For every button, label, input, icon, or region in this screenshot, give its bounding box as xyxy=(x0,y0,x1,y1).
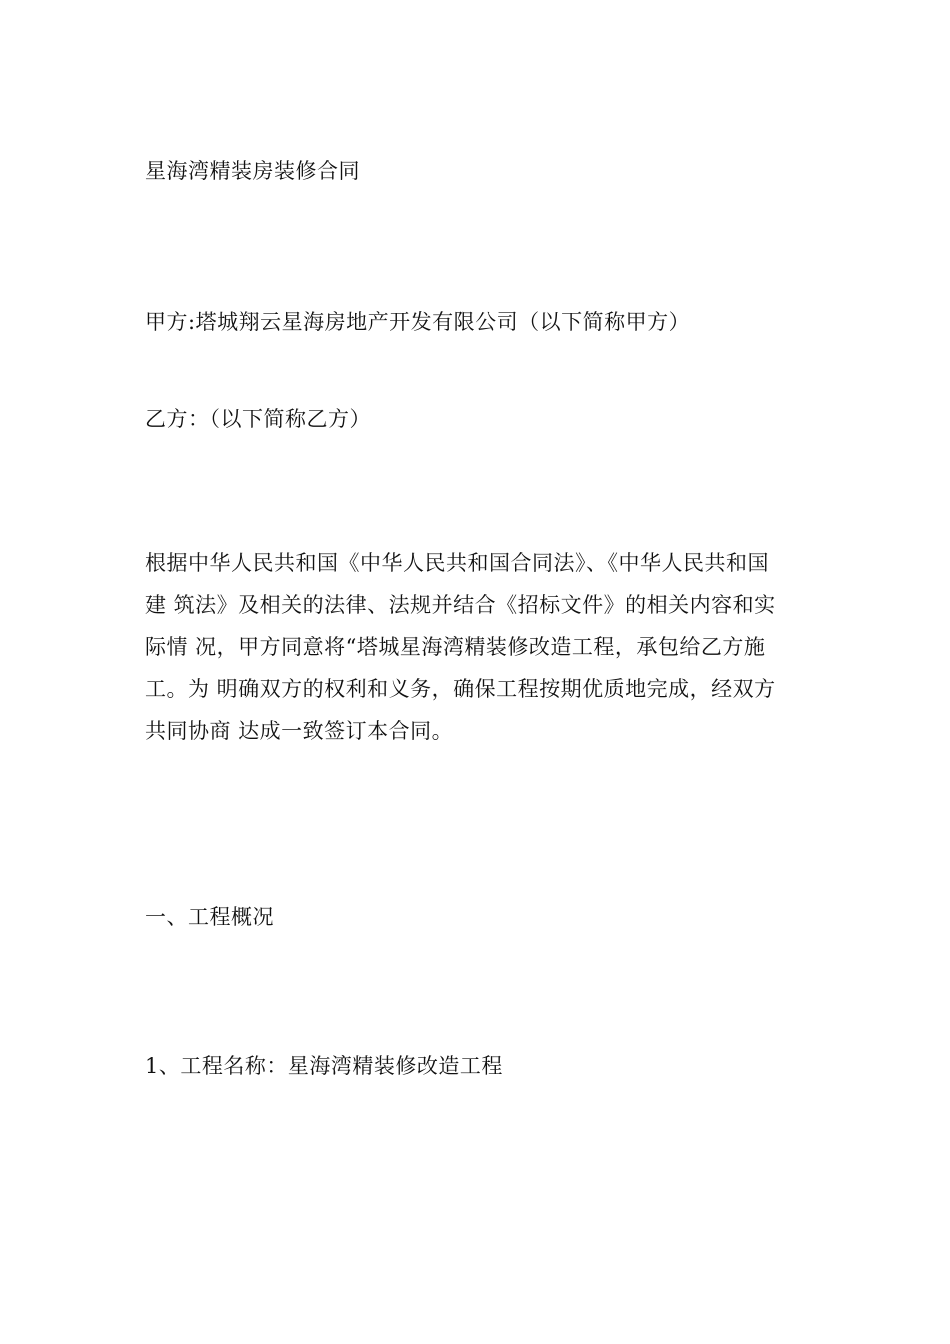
party-b-line: 乙方：（以下简称乙方） xyxy=(145,407,371,431)
preamble-line: 根据中华人民共和国《中华人民共和国合同法》、《中华人民共和国 xyxy=(145,551,769,575)
section-heading-project-overview: 一、工程概况 xyxy=(145,905,274,929)
preamble-line: 工。为 明确双方的权利和义务，确保工程按期优质地完成，经双方 xyxy=(145,677,776,701)
document-title: 星海湾精装房装修合同 xyxy=(145,159,360,183)
party-a-line: 甲方:塔城翔云星海房地产开发有限公司（以下简称甲方） xyxy=(145,310,691,334)
preamble-line: 建 筑法》及相关的法律、法规并结合《招标文件》的相关内容和实 xyxy=(145,593,776,617)
preamble-line: 际情 况，甲方同意将“塔城星海湾精装修改造工程，承包给乙方施 xyxy=(145,635,766,659)
preamble-line: 共同协商 达成一致签订本合同。 xyxy=(145,719,454,743)
project-name-item: 1、工程名称：星海湾精装修改造工程 xyxy=(145,1054,503,1078)
preamble-paragraph xyxy=(145,542,825,752)
